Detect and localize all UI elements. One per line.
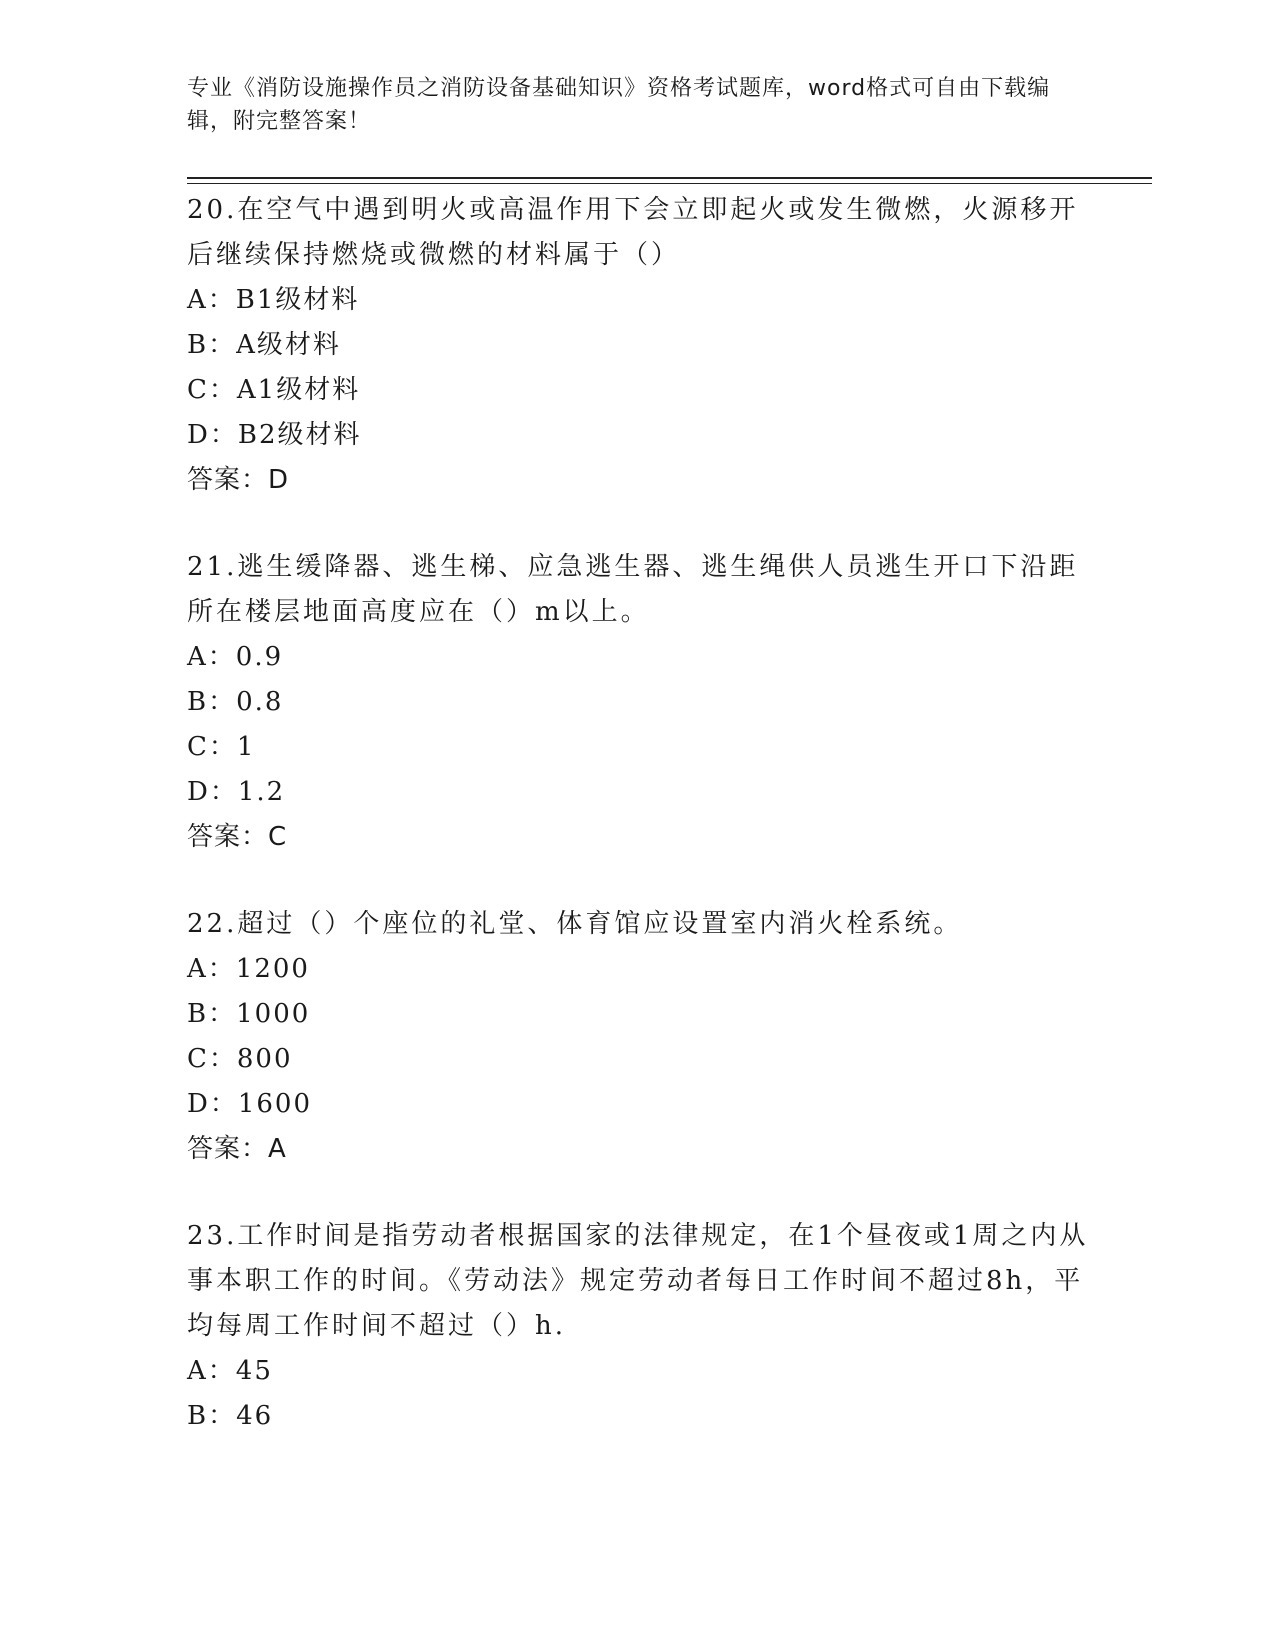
option-d: D：1.2 xyxy=(187,777,286,807)
option-c: C：A1级材料 xyxy=(187,375,361,405)
option-list xyxy=(187,278,1107,458)
option-b: B：46 xyxy=(187,1401,274,1431)
document-header: 专业《消防设施操作员之消防设备基础知识》资格考试题库，word格式可自由下载编辑，附完整答案！ xyxy=(187,76,1051,134)
question-22 xyxy=(187,902,1107,1172)
option-c: C：1 xyxy=(187,732,256,762)
option-d: D：B2级材料 xyxy=(187,420,362,450)
answer-line: 答案：A xyxy=(187,1134,287,1164)
answer-line: 答案：D xyxy=(187,465,290,495)
option-list xyxy=(187,947,1107,1127)
question-list xyxy=(187,188,1107,1481)
option-b: B：0.8 xyxy=(187,687,284,717)
question-stem: 20.在空气中遇到明火或高温作用下会立即起火或发生微燃，火源移开后继续保持燃烧或微燃的材料属于（） xyxy=(187,195,1079,270)
question-stem: 22.超过（）个座位的礼堂、体育馆应设置室内消火栓系统。 xyxy=(187,909,963,939)
option-c: C：800 xyxy=(187,1044,293,1074)
option-a: A：0.9 xyxy=(187,642,284,672)
option-a: A：B1级材料 xyxy=(187,285,360,315)
option-d: D：1600 xyxy=(187,1089,313,1119)
option-list xyxy=(187,635,1107,815)
option-list xyxy=(187,1349,1107,1439)
option-a: A：45 xyxy=(187,1356,273,1386)
option-b: B：1000 xyxy=(187,999,311,1029)
option-a: A：1200 xyxy=(187,954,310,984)
question-21 xyxy=(187,545,1107,860)
question-20 xyxy=(187,188,1107,503)
option-b: B：A级材料 xyxy=(187,330,341,360)
question-stem: 21.逃生缓降器、逃生梯、应急逃生器、逃生绳供人员逃生开口下沿距所在楼层地面高度应在（）m以上。 xyxy=(187,552,1079,627)
question-stem: 23.工作时间是指劳动者根据国家的法律规定，在1个昼夜或1周之内从事本职工作的时间。《劳动法》规定劳动者每日工作时间不超过8h，平均每周工作时间不超过（）h. xyxy=(187,1221,1089,1341)
answer-line: 答案：C xyxy=(187,822,288,852)
header-divider-thick xyxy=(187,177,1152,179)
question-23 xyxy=(187,1214,1107,1439)
header-divider-thin xyxy=(187,183,1152,184)
